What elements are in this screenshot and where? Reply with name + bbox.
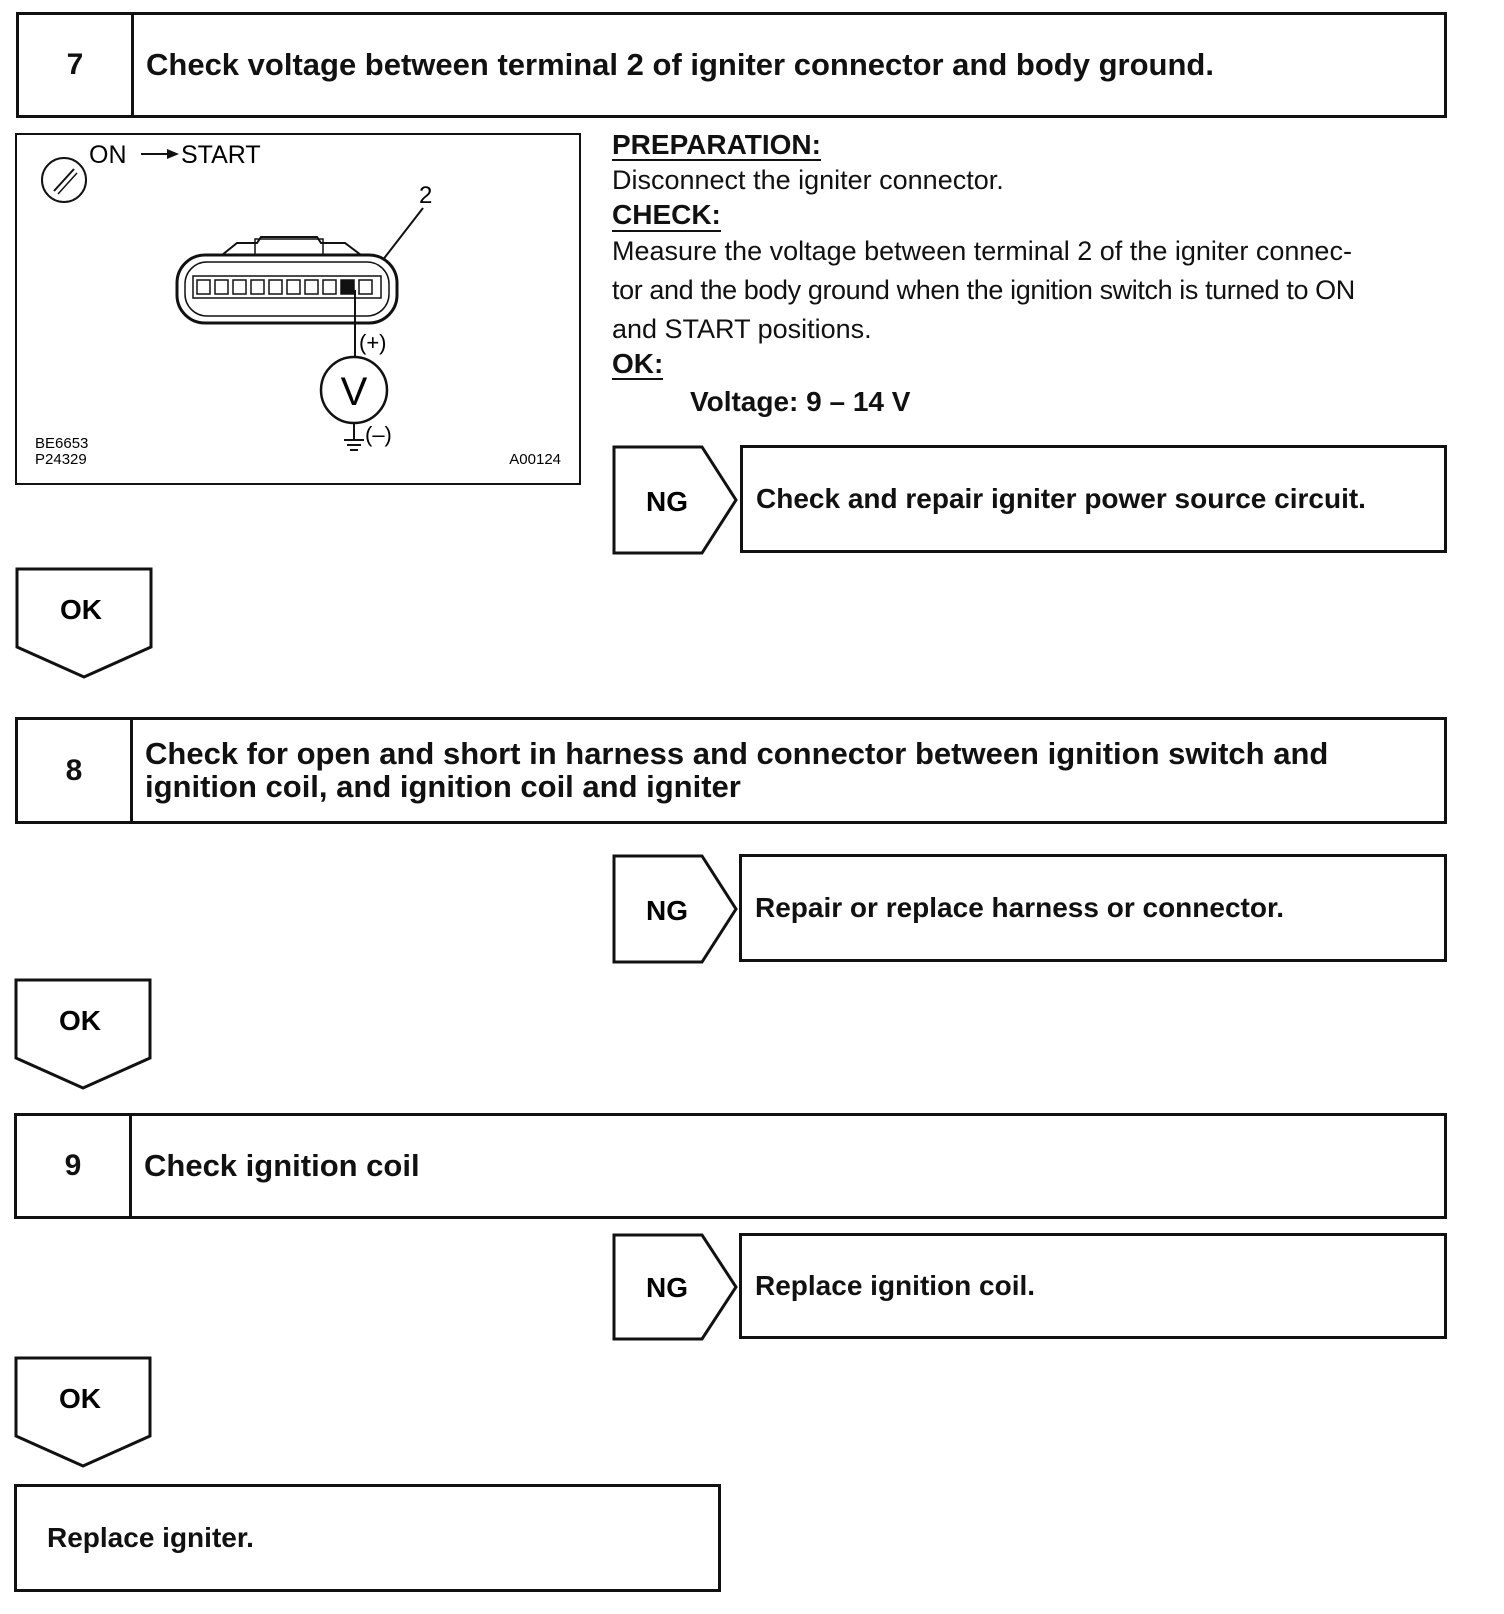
ng-result-text: Replace ignition coil. [755,1270,1036,1301]
check-label: CHECK: [612,199,721,231]
switch-start-label: START [181,141,261,169]
final-action-text: Replace igniter. [47,1522,254,1553]
step-number: 8 [18,720,133,821]
connector-diagram [17,135,579,483]
terminal-2-pin [341,280,354,294]
ng-branch-arrow-2 [612,854,740,964]
ref-code-2: P24329 [35,451,87,468]
step-number: 7 [19,15,134,115]
voltmeter-label: V [340,370,368,414]
ok-branch-arrow-1 [15,567,153,679]
connector-pin [323,280,336,294]
connector-pin [305,280,318,294]
ground-icon [344,440,364,450]
ok-branch-arrow-3 [14,1356,152,1468]
arrow-right-icon [141,149,179,159]
ng-result-text: Check and repair igniter power source circuit. [756,483,1366,514]
ok-label: OK [60,594,102,625]
preparation-label: PREPARATION: [612,129,821,160]
connector-pin [215,280,228,294]
connector-pin [251,280,264,294]
step-9-header [14,1113,1447,1219]
terminal-number-label: 2 [419,182,433,209]
final-action-box [14,1484,721,1592]
ng-result-text: Repair or replace harness or connector. [755,892,1285,923]
ignition-key-icon [42,158,86,202]
switch-on-label: ON [89,141,127,169]
ng-branch-arrow-3 [612,1233,740,1341]
ok-spec-label: OK: [612,347,664,379]
ng-result-3 [739,1233,1447,1339]
ng-label: NG [646,1272,688,1303]
figure-code: A00124 [509,451,561,468]
step-title: Check ignition coil [144,1147,420,1183]
connector-pin [359,280,372,294]
step-title: Check for open and short in harness and connector between ignition switch and ignition coil, and ignition coil and igniter [145,735,1329,804]
ok-label: OK [59,1005,101,1036]
ng-result-1 [740,445,1447,553]
step-8-header [15,717,1447,824]
voltmeter-icon [321,357,387,423]
ng-result-2 [739,854,1447,962]
ok-branch-arrow-2 [14,978,152,1090]
check-text-line3: and START positions. [612,313,872,344]
step-number: 9 [17,1116,132,1216]
igniter-connector [177,237,397,323]
ng-branch-arrow-1 [612,445,740,555]
check-text-line1: Measure the voltage between terminal 2 of the igniter connec- [612,235,1352,266]
step-7-details [612,130,1462,418]
check-text-line2: tor and the body ground when the ignition switch is turned to ON [612,274,1355,305]
connector-voltage-figure [15,133,581,485]
negative-label: (–) [365,422,392,447]
ng-label: NG [646,486,688,517]
connector-pin [197,280,210,294]
step-title: Check voltage between terminal 2 of igniter connector and body ground. [146,46,1214,82]
ok-label: OK [59,1383,101,1414]
connector-pin [233,280,246,294]
preparation-text: Disconnect the igniter connector. [612,165,1004,196]
positive-label: (+) [359,330,387,355]
ng-label: NG [646,895,688,926]
connector-pin [269,280,282,294]
ref-code-1: BE6653 [35,435,89,452]
connector-pin [287,280,300,294]
ok-spec-value: Voltage: 9 – 14 V [690,386,911,418]
step-7-header [16,12,1447,118]
